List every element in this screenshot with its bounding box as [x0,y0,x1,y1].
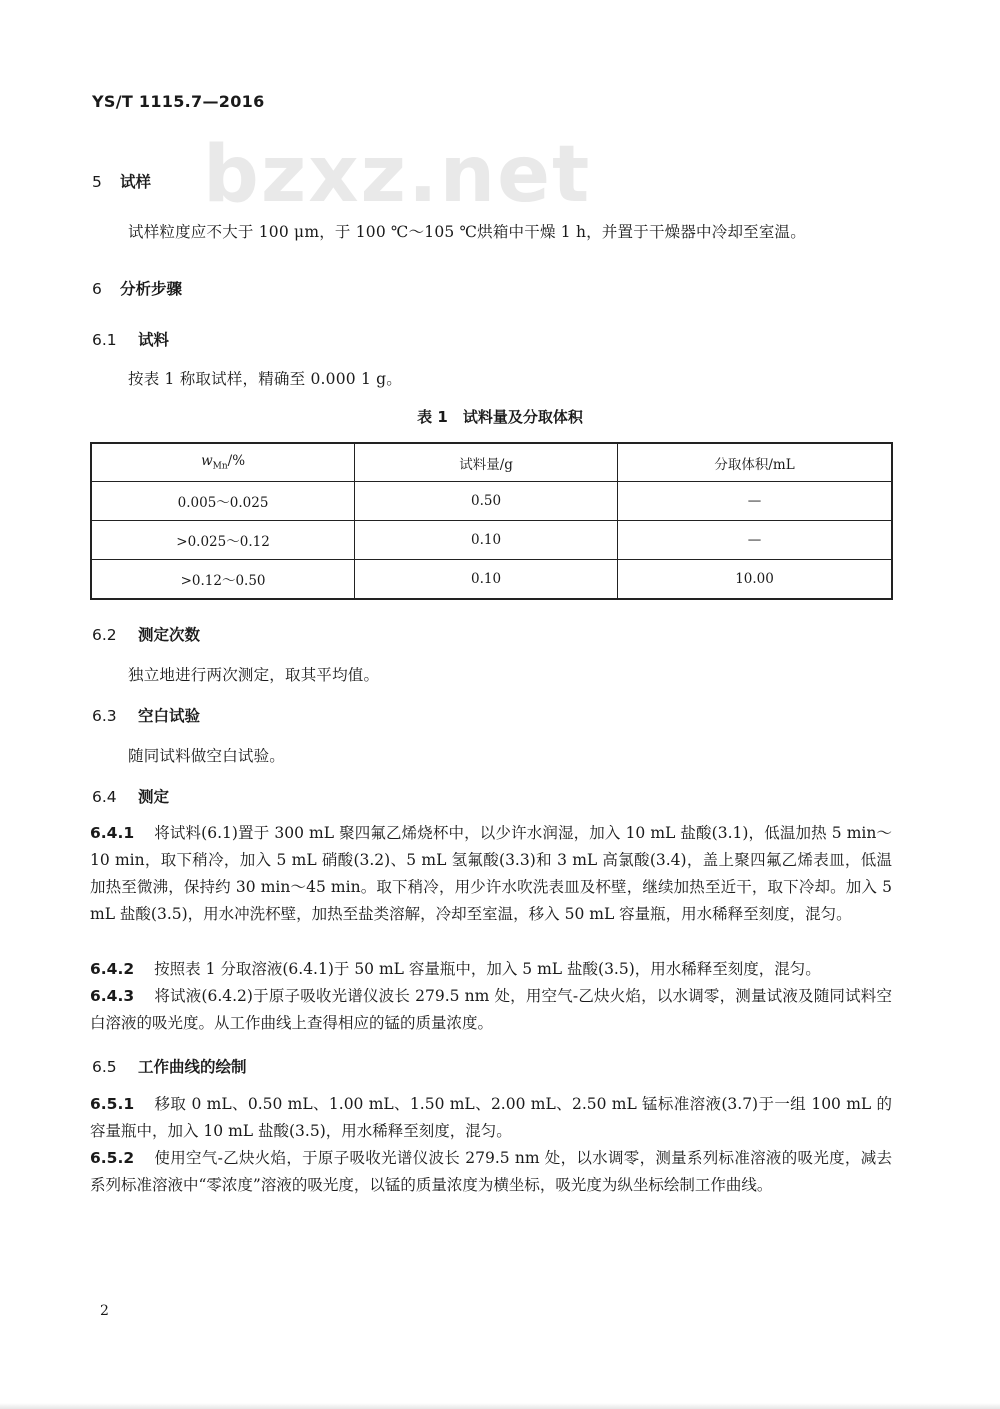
section-5-text: 试样粒度应不大于 100 μm，于 100 ℃～105 ℃烘箱中干燥 1 h，并置于干燥器中冷却至室温。 [128,223,806,241]
table-row [91,521,892,560]
clause-6-4-3 [90,983,892,1037]
clause-number: 6.5.2 [90,1149,135,1167]
section-title: 分析步骤 [120,280,183,298]
section-number: 6.4 [92,788,117,806]
clause-number: 6.4.1 [90,824,135,842]
section-number: 6.3 [92,707,117,725]
clause-number: 6.4.2 [90,960,135,978]
section-title: 试料 [138,331,170,349]
section-number: 6 [92,280,102,298]
clause-6-5-1 [90,1091,892,1145]
section-6-2-text: 独立地进行两次测定，取其平均值。 [128,666,380,684]
clause-6-4-1 [90,820,892,928]
cell-volume: — [618,482,892,521]
section-6-3-heading [92,704,200,726]
section-number: 6.1 [92,331,117,349]
cell-range: >0.12～0.50 [91,560,355,600]
header-unit: /% [227,453,246,470]
header-w-mn [91,443,355,482]
section-5-heading [92,170,151,192]
standard-code: YS/T 1115.7—2016 [92,92,265,111]
cell-range: 0.005～0.025 [91,482,355,521]
section-number: 6.2 [92,626,117,644]
cell-mass: 0.10 [355,560,618,600]
section-title: 测定 [138,788,170,806]
clause-text: 按照表 1 分取溶液(6.4.1)于 50 mL 容量瓶中，加入 5 mL 盐酸(3.5)，用水稀释至刻度，混匀。 [154,960,821,978]
section-6-1-heading [92,328,169,350]
clause-6-5-2 [90,1145,892,1199]
clause-number: 6.5.1 [90,1095,135,1113]
cell-mass: 0.10 [355,521,618,560]
header-var: w [201,453,213,470]
cell-range: >0.025～0.12 [91,521,355,560]
section-6-heading [92,277,182,299]
section-6-2-heading [92,623,200,645]
section-title: 测定次数 [138,626,201,644]
section-title: 空白试验 [138,707,201,725]
section-number: 6.5 [92,1058,117,1076]
table-header-row [91,443,892,482]
header-sample-mass: 试料量/g [355,443,618,482]
section-6-1-text: 按表 1 称取试样，精确至 0.000 1 g。 [128,370,402,388]
clause-text: 使用空气-乙炔火焰，于原子吸收光谱仪波长 279.5 nm 处，以水调零，测量系列标准溶液的吸光度，减去系列标准溶液中“零浓度”溶液的吸光度，以锰的质量浓度为横坐标，吸光度为纵坐标绘制工作曲线。 [90,1149,892,1194]
header-aliquot-volume: 分取体积/mL [618,443,892,482]
section-6-5-heading [92,1055,247,1077]
section-6-3-text: 随同试料做空白试验。 [128,747,286,765]
table-1 [90,442,893,600]
section-title: 工作曲线的绘制 [138,1058,247,1076]
clause-text: 将试液(6.4.2)于原子吸收光谱仪波长 279.5 nm 处，用空气-乙炔火焰，以水调零，测量试液及随同试料空白溶液的吸光度。从工作曲线上查得相应的锰的质量浓度。 [90,987,892,1032]
watermark: bzxz.net [203,130,592,220]
header-sub: Mn [212,461,228,472]
table-row [91,482,892,521]
cell-mass: 0.50 [355,482,618,521]
section-number: 5 [92,173,102,191]
clause-number: 6.4.3 [90,987,135,1005]
cell-volume: — [618,521,892,560]
table-1-caption: 表 1 试料量及分取体积 [417,408,583,426]
clause-text: 移取 0 mL、0.50 mL、1.00 mL、1.50 mL、2.00 mL、2.50 mL 锰标准溶液(3.7)于一组 100 mL 的容量瓶中，加入 10 mL 盐酸(3.5)，用水稀释至刻度，混匀。 [90,1095,892,1140]
table-row [91,560,892,600]
cell-volume: 10.00 [618,560,892,600]
clause-text: 将试料(6.1)置于 300 mL 聚四氟乙烯烧杯中，以少许水润湿，加入 10 mL 盐酸(3.1)，低温加热 5 min～10 min，取下稍冷，加入 5 mL 硝酸(3.2)、5 mL 氢氟酸(3.3)和 3 mL 高氯酸(3.4)，盖上聚四氟乙烯表皿，低温加热至微沸，保持约 30 min～45 min。取下稍冷，用少许水吹洗表皿及杯壁，继续加热至近干，取下冷却。加入 5 mL 盐酸(3.5)，用水冲洗杯壁，加热至盐类溶解，冷却至室温，移入 50 mL 容量瓶，用水稀释至刻度，混匀。 [90,824,892,923]
section-title: 试样 [120,173,152,191]
page-edge [0,1403,1000,1409]
page-number: 2 [100,1303,109,1319]
section-6-4-heading [92,785,169,807]
clause-6-4-2 [90,956,892,983]
